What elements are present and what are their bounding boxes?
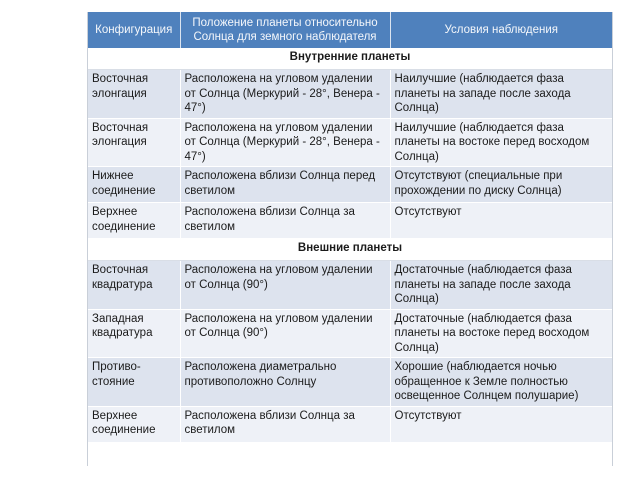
cell-position: Расположена на угловом удалении от Солнца (Меркурий - 28°, Венера - 47°): [180, 70, 390, 119]
cell-position: Расположена вблизи Солнца за светилом: [180, 406, 390, 442]
cell-position: Расположена на угловом удалении от Солнца (90°): [180, 261, 390, 310]
cell-position: Расположена вблизи Солнца перед светилом: [180, 167, 390, 203]
table-row: [88, 70, 612, 119]
table-row: [88, 203, 612, 239]
section-row-inner-planets: [88, 48, 612, 70]
cell-conditions: Достаточные (наблюдается фаза планеты на востоке перед восходом Солнца): [390, 309, 612, 358]
cell-configuration: Нижнее соединение: [88, 167, 180, 203]
cell-configuration: Западная квадратура: [88, 309, 180, 358]
cell-position: Расположена на угловом удалении от Солнца (Меркурий - 28°, Венера - 47°): [180, 118, 390, 167]
header-configuration: Конфигурация: [88, 12, 180, 48]
cell-conditions: Хорошие (наблюдается ночью обращенное к Земле полностью освещенное Солнцем полушарие): [390, 358, 612, 407]
cell-conditions: Отсутствуют: [390, 203, 612, 239]
table-row: [88, 358, 612, 407]
cell-configuration: Восточная элонгация: [88, 70, 180, 119]
planet-configurations-table-frame: [87, 12, 613, 466]
cell-position: Расположена на угловом удалении от Солнца (90°): [180, 309, 390, 358]
cell-conditions: Наилучшие (наблюдается фаза планеты на западе после захода Солнца): [390, 70, 612, 119]
header-position: Положение планеты относительно Солнца для земного наблюдателя: [180, 12, 390, 48]
table-row: [88, 406, 612, 442]
cell-conditions: Достаточные (наблюдается фаза планеты на западе после захода Солнца): [390, 261, 612, 310]
table-row: [88, 261, 612, 310]
table-header-row: [88, 12, 612, 48]
cell-position: Расположена диаметрально противоположно Солнцу: [180, 358, 390, 407]
section-title: Внутренние планеты: [88, 48, 612, 70]
cell-conditions: Наилучшие (наблюдается фаза планеты на востоке перед восходом Солнца): [390, 118, 612, 167]
planet-configurations-table: [88, 12, 612, 443]
header-observation-conditions: Условия наблюдения: [390, 12, 612, 48]
section-row-outer-planets: [88, 239, 612, 261]
cell-configuration: Противо-стояние: [88, 358, 180, 407]
table-row: [88, 167, 612, 203]
cell-configuration: Восточная элонгация: [88, 118, 180, 167]
cell-configuration: Верхнее соединение: [88, 406, 180, 442]
cell-conditions: Отсутствуют: [390, 406, 612, 442]
cell-configuration: Восточная квадратура: [88, 261, 180, 310]
cell-configuration: Верхнее соединение: [88, 203, 180, 239]
table-row: [88, 118, 612, 167]
table-row: [88, 309, 612, 358]
section-title: Внешние планеты: [88, 239, 612, 261]
cell-position: Расположена вблизи Солнца за светилом: [180, 203, 390, 239]
cell-conditions: Отсутствуют (специальные при прохождении по диску Солнца): [390, 167, 612, 203]
